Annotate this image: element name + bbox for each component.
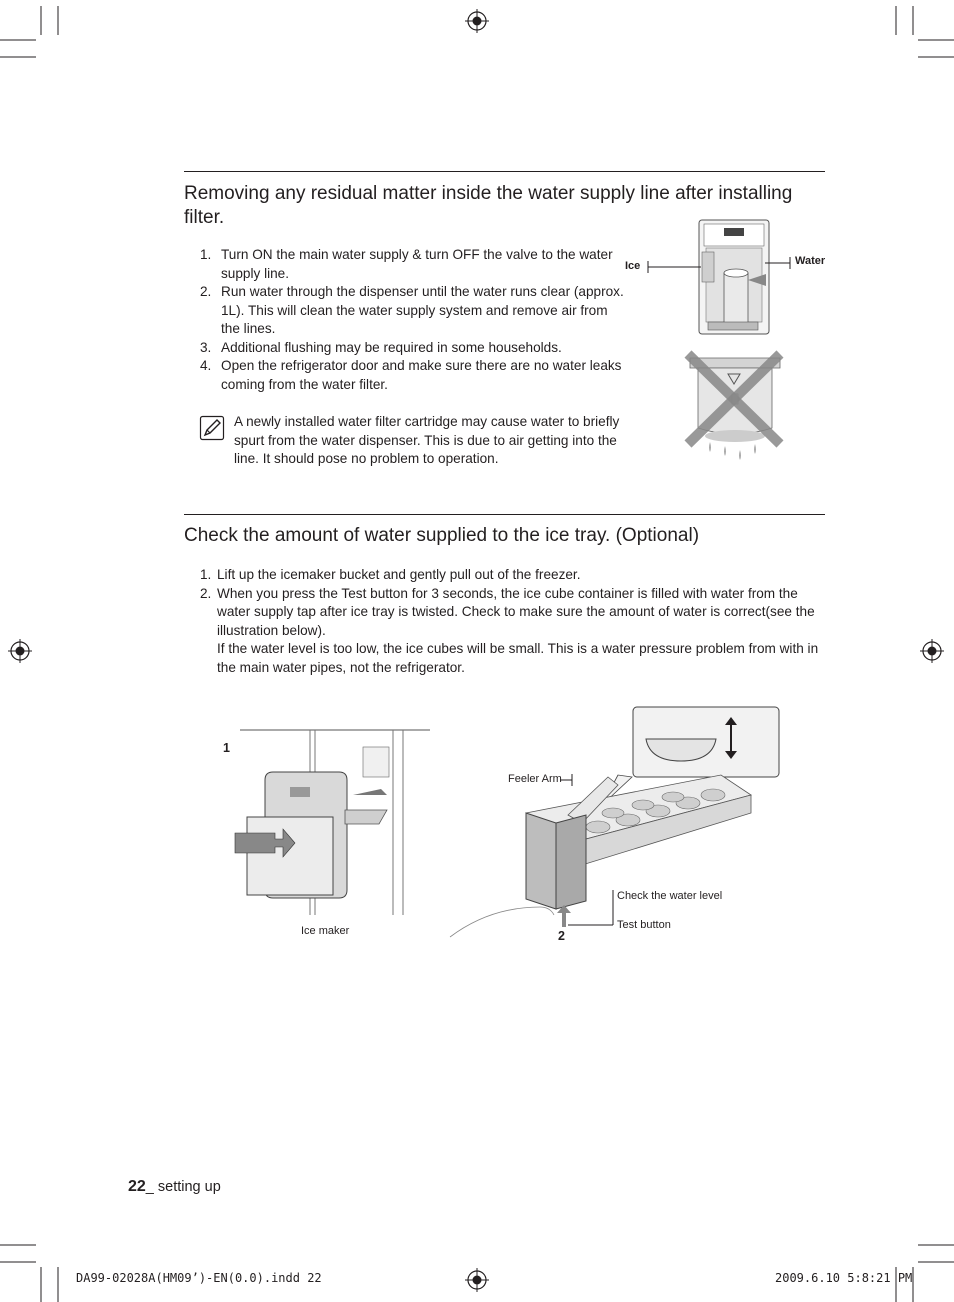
list-item: 2. Run water through the dispenser until the water runs clear (approx. 1L). This will clean the water supply system and remove air from the lines. — [200, 284, 624, 336]
registration-mark-icon — [465, 9, 489, 33]
ice-label: Ice — [625, 260, 641, 272]
date-slug: 2009.6.10 5:8:21 PM — [775, 1271, 913, 1285]
registration-mark-icon — [8, 639, 32, 663]
page-footer — [128, 1178, 221, 1196]
check-water-level-label: Check the water level — [617, 890, 723, 902]
list-item: 1. Turn ON the main water supply & turn OFF the valve to the water supply line. — [200, 247, 613, 281]
instruction-list — [200, 566, 828, 677]
list-item: 1. Lift up the icemaker bucket and gently pull out of the freezer. — [200, 567, 581, 582]
dispenser-illustration — [620, 218, 820, 338]
instruction-list — [200, 246, 628, 394]
list-item: 3. Additional flushing may be required in some households. — [200, 339, 562, 355]
section-heading: Check the amount of water supplied to the ice tray. (Optional) — [184, 525, 700, 546]
list-item: 4. Open the refrigerator door and make sure there are no water leaks coming from the water filter. — [200, 358, 622, 392]
list-item: If the water level is too low, the ice cubes will be small. This is a water pressure problem from with in the main water pipes, not the refrigerator. — [217, 641, 819, 675]
file-slug: DA99-02028A(HM09’)-EN(0.0).indd 22 — [76, 1271, 322, 1285]
section-name: _ setting up — [145, 1179, 221, 1195]
page-number: 22 — [128, 1178, 146, 1195]
water-label: Water — [795, 255, 826, 267]
note-text: A newly installed water filter cartridge may cause water to briefly spurt from the water dispenser. This is due to air getting into the line. It should pose no problem to operation. — [234, 414, 620, 466]
ice-maker-illustration — [235, 725, 445, 925]
step-2-label: 2 — [558, 929, 565, 943]
section-heading: Removing any residual matter inside the water supply line after installing filter. — [184, 183, 793, 228]
ice-maker-label: Ice maker — [301, 925, 350, 937]
step-1-label: 1 — [223, 741, 230, 755]
registration-mark-icon — [920, 639, 944, 663]
ice-tray-illustration — [448, 705, 788, 945]
section-rule — [184, 514, 825, 515]
section-rule — [184, 171, 825, 172]
registration-mark-icon — [465, 1268, 489, 1292]
list-item: 2. When you press the Test button for 3 seconds, the ice cube container is filled with water from the water supply tap after ice tray is twisted. Check to make sure the amount of water is correct(see the illustration below). — [200, 585, 815, 638]
filter-illustration — [680, 346, 790, 476]
test-button-label: Test button — [617, 919, 671, 931]
feeler-arm-label: Feeler Arm — [508, 773, 562, 785]
note-pencil-icon — [200, 416, 224, 440]
